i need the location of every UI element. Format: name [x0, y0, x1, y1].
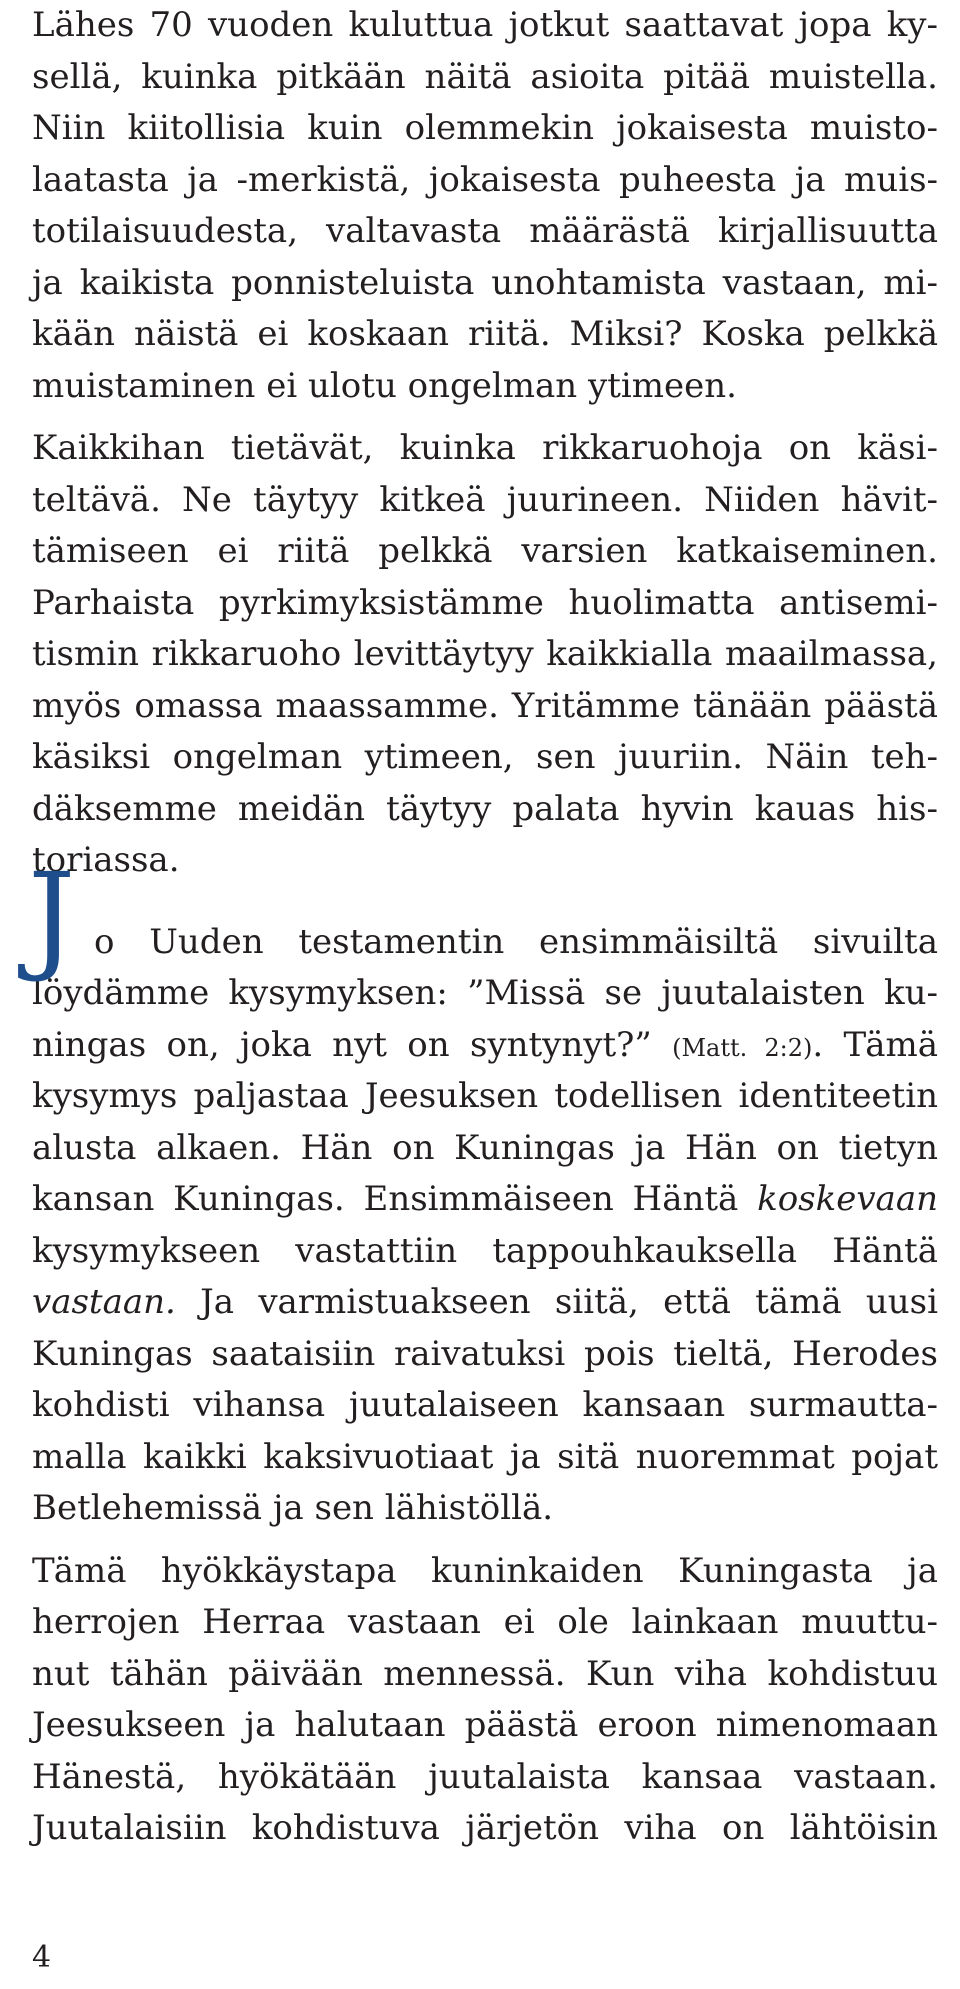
text-line: muistaminen ei ulotu ongelman ytimeen. — [32, 365, 737, 406]
paragraph-4 — [32, 1546, 938, 1855]
text-line: kysymykseen vastattiin tappouhkauksella Häntä — [32, 1230, 938, 1271]
text-line: teltävä. Ne täytyy kitkeä juurineen. Niiden hävit- — [32, 479, 938, 520]
dropcap-line-text: o Uuden testamentin ensimmäisiltä sivuilta — [94, 921, 938, 962]
text-line: toriassa. — [32, 840, 180, 880]
text-line: myös omassa maassamme. Yritämme tänään päästä — [32, 685, 938, 726]
italic-word: vastaan. — [32, 1282, 176, 1322]
text-line: Betlehemissä ja sen lähistöllä. — [32, 1488, 554, 1528]
paragraph-gap — [32, 1535, 938, 1546]
text-line: Tämä hyökkäystapa kuninkaiden Kuningasta ja — [32, 1550, 938, 1591]
text-segment: kansan Kuningas. Ensimmäiseen Häntä — [32, 1179, 758, 1219]
text-line: totilaisuudesta, valtavasta määrästä kirjallisuutta — [32, 211, 938, 251]
text-column — [28, 0, 938, 1855]
paragraph-1 — [32, 0, 938, 412]
text-line: nut tähän päivään mennessä. Kun viha kohdistuu — [32, 1653, 938, 1694]
paragraph-2 — [32, 423, 938, 887]
text-line: sellä, kuinka pitkään näitä asioita pitää muistella. — [32, 56, 938, 97]
text-segment: . Tämä — [812, 1024, 938, 1065]
page-number: 4 — [32, 1940, 52, 1975]
text-line-with-reference — [32, 1020, 938, 1072]
text-line: Juutalaisiin kohdistuva järjetön viha on lähtöisin — [32, 1808, 938, 1848]
paragraph-gap — [32, 887, 938, 917]
text-line: Jeesukseen ja halutaan päästä eroon nimenomaan — [32, 1705, 938, 1745]
text-line: malla kaikki kaksivuotiaat ja sitä nuoremmat pojat — [32, 1436, 938, 1477]
text-segment: ningas on, joka nyt on syntynyt?” — [32, 1024, 673, 1065]
text-line: käsiksi ongelman ytimeen, sen juuriin. Näin teh- — [32, 737, 938, 777]
text-line: kään näistä ei koskaan riitä. Miksi? Koska pelkkä — [32, 314, 938, 354]
text-line: laatasta ja -merkistä, jokaisesta puheesta ja muis- — [32, 159, 938, 200]
italic-word: koskevaan — [757, 1179, 938, 1219]
text-line: kysymys paljastaa Jeesuksen todellisen identiteetin — [32, 1076, 938, 1116]
text-line: däksemme meidän täytyy palata hyvin kauas his- — [32, 788, 938, 829]
text-line: Niin kiitollisia kuin olemmekin jokaisesta muisto- — [32, 108, 938, 148]
text-line-with-italic — [32, 1277, 938, 1329]
text-line: tismin rikkaruoho levittäytyy kaikkialla maailmassa, — [32, 634, 938, 674]
text-line: herrojen Herraa vastaan ei ole lainkaan muuttu- — [32, 1602, 938, 1642]
bible-reference: (Matt. 2:2) — [672, 1033, 813, 1062]
drop-cap: J — [28, 846, 76, 985]
text-line: Hänestä, hyökätään juutalaista kansaa vastaan. — [32, 1756, 938, 1797]
text-line-with-italic — [32, 1174, 938, 1226]
text-line: Kuningas saataisiin raivatuksi pois tieltä, Herodes — [32, 1333, 938, 1374]
text-line: Lähes 70 vuoden kuluttua jotkut saattavat jopa ky- — [32, 5, 938, 45]
text-line: alusta alkaen. Hän on Kuningas ja Hän on tietyn — [32, 1127, 938, 1168]
paragraph-gap — [32, 412, 938, 423]
text-line: tämiseen ei riitä pelkkä varsien katkaiseminen. — [32, 531, 938, 571]
text-line: Kaikkihan tietävät, kuinka rikkaruohoja on käsi- — [32, 428, 938, 468]
text-line: kohdisti vihansa juutalaiseen kansaan surmautta- — [32, 1385, 938, 1425]
text-line: ja kaikista ponnisteluista unohtamista vastaan, mi- — [32, 262, 938, 303]
text-line: Parhaista pyrkimyksistämme huolimatta antisemi- — [32, 582, 938, 623]
text-line: löydämme kysymyksen: ”Missä se juutalaisten ku- — [32, 973, 938, 1013]
text-segment: Ja varmistuakseen siitä, että tämä uusi — [175, 1282, 938, 1322]
